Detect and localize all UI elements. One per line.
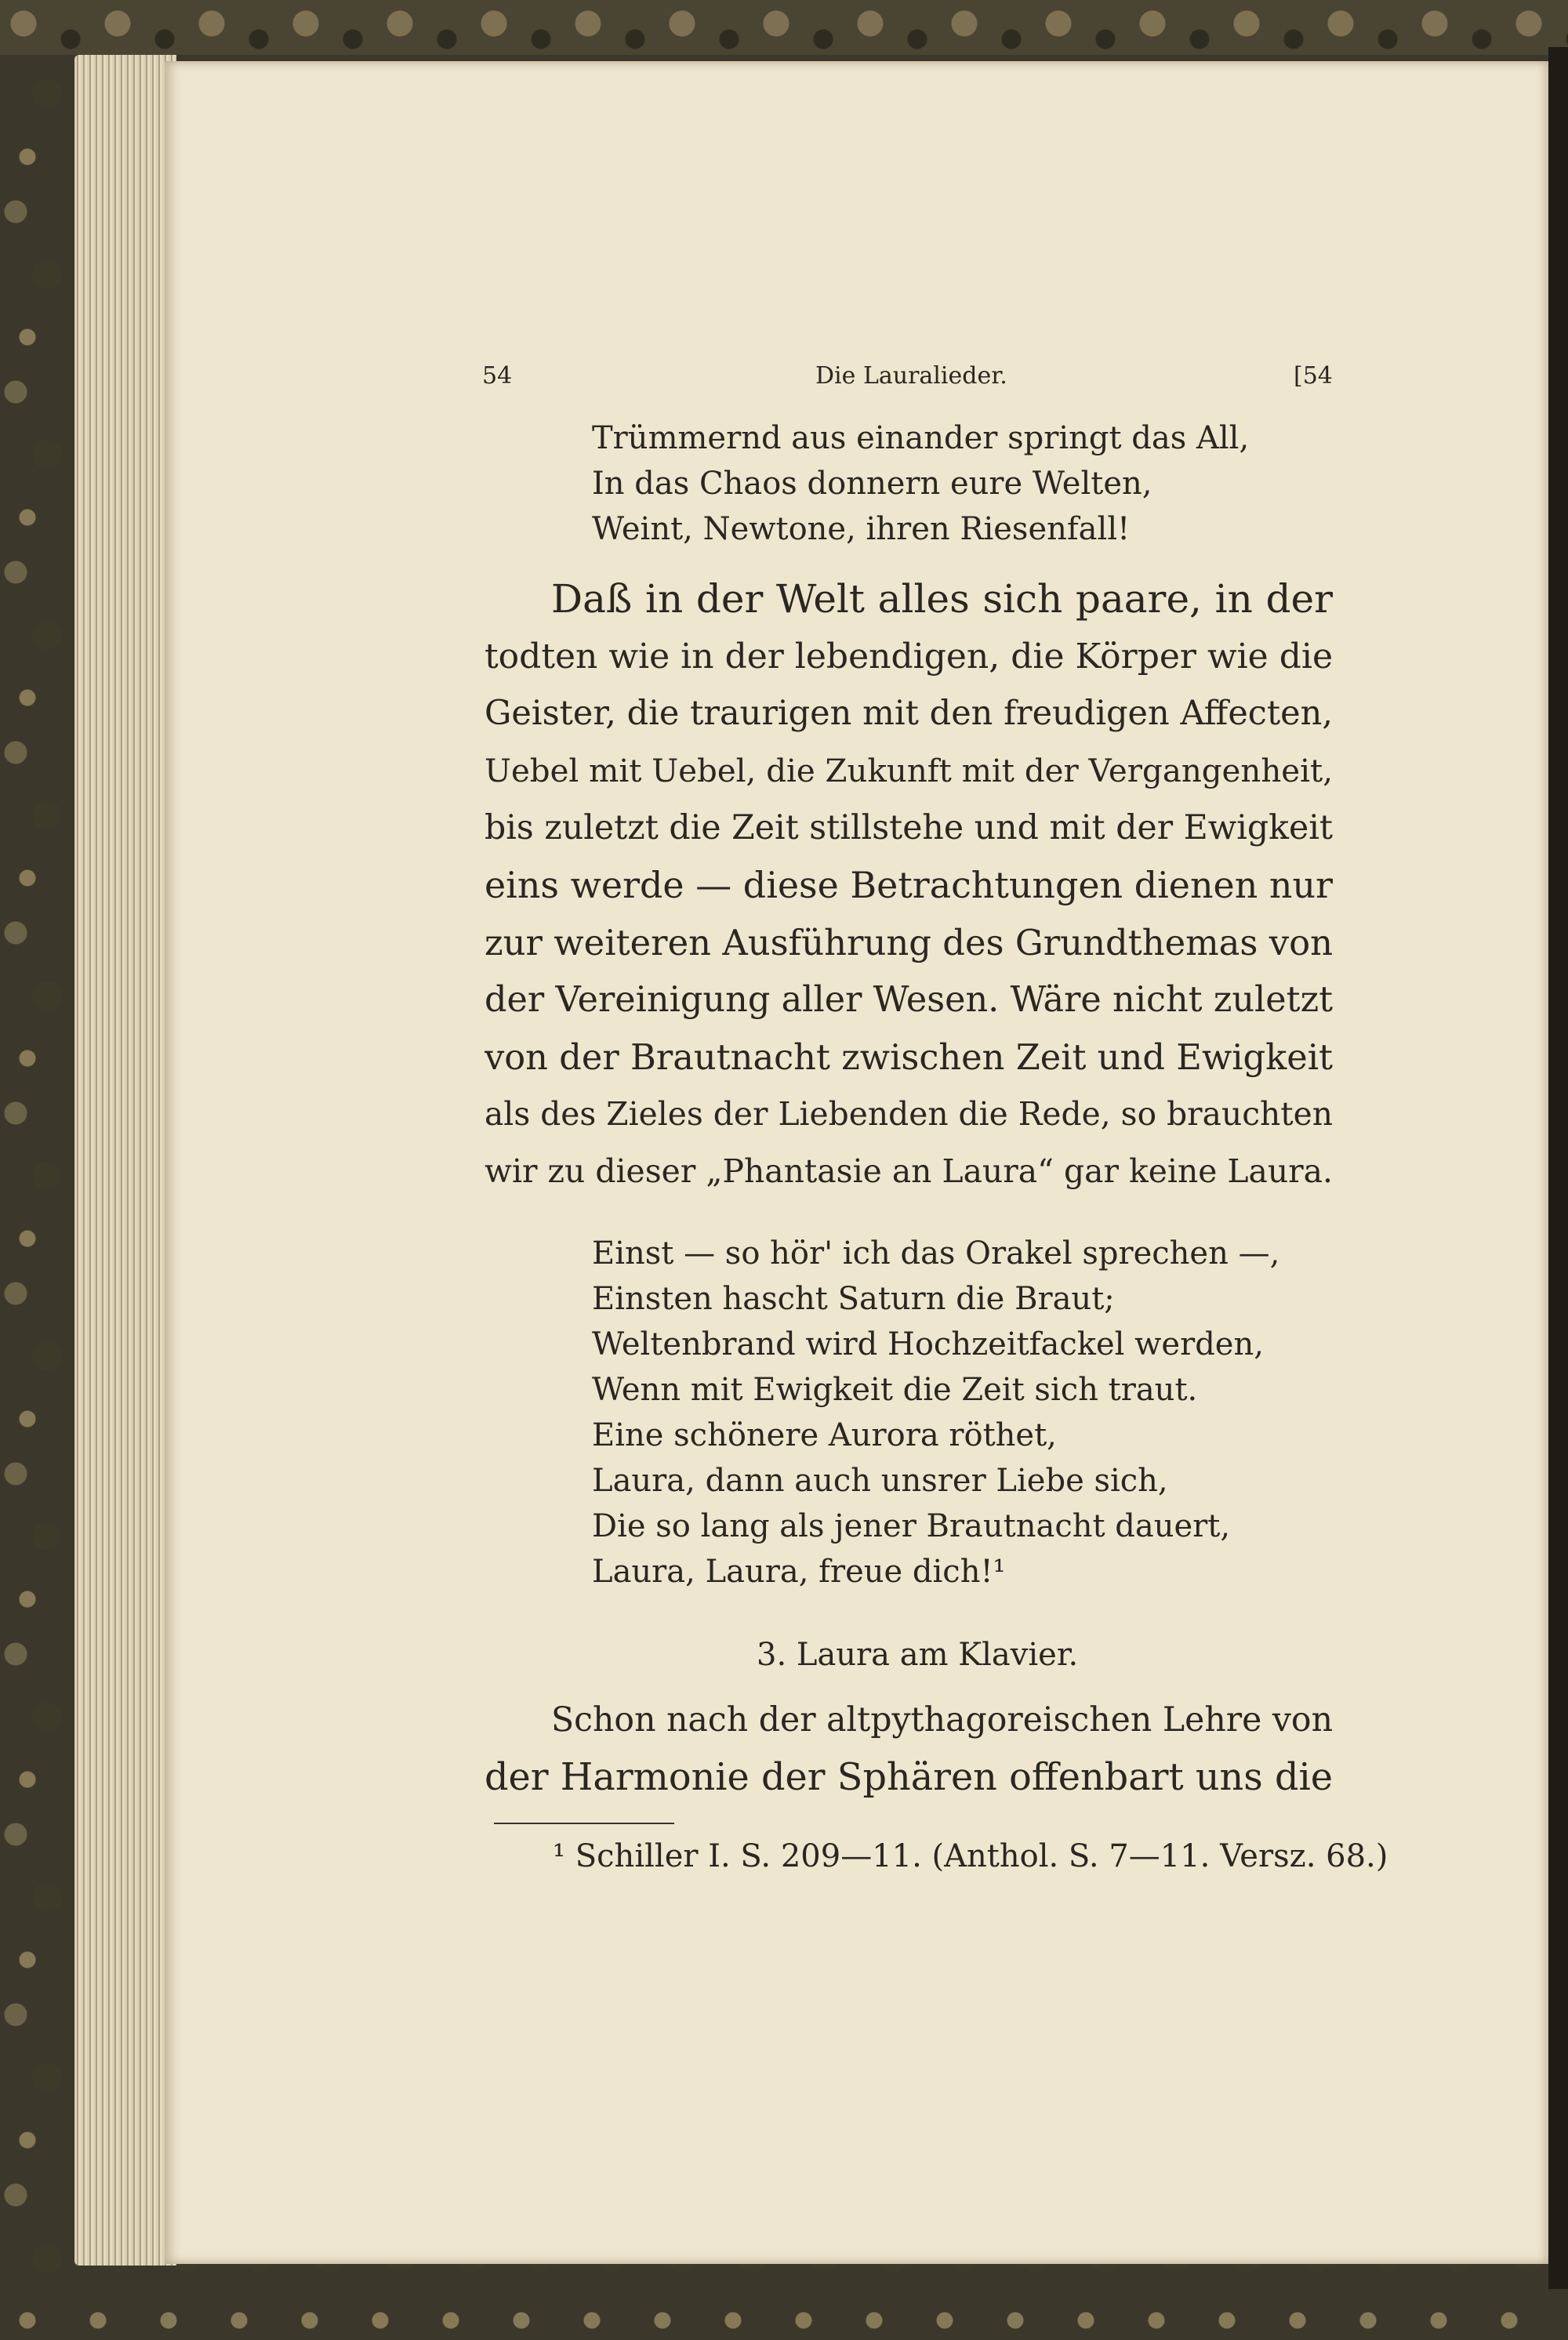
verse-line: Eine schönere Aurora röthet,	[592, 1417, 1057, 1453]
verse-line: Weltenbrand wird Hochzeitfackel werden,	[592, 1326, 1264, 1362]
verse-line: Einsten hascht Saturn die Braut;	[592, 1281, 1115, 1317]
prose-line: bis zuletzt die Zeit stillstehe und mit der Ewigkeit	[485, 808, 1333, 847]
book-cover-top-edge	[0, 0, 1568, 55]
prose-line: Daß in der Welt alles sich paare, in der	[551, 576, 1333, 622]
prose-line: als des Zieles der Liebenden die Rede, so brauchten	[485, 1095, 1333, 1133]
footnote-divider	[494, 1823, 674, 1824]
prose-line: Schon nach der altpythagoreischen Lehre von	[551, 1700, 1333, 1740]
prose-paragraph-2	[485, 1692, 1333, 1806]
prose-line: Uebel mit Uebel, die Zukunft mit der Vergangenheit,	[485, 753, 1333, 789]
verse-line: Weint, Newtone, ihren Riesenfall!	[592, 511, 1131, 547]
page-number-left: 54	[482, 362, 513, 390]
verse-line: Einst — so hör' ich das Orakel sprechen —,	[592, 1235, 1280, 1272]
verse-line: Wenn mit Ewigkeit die Zeit sich traut.	[592, 1372, 1198, 1408]
verse-line: Laura, Laura, freue dich!¹	[592, 1554, 1006, 1590]
page-edges	[74, 55, 176, 2266]
page-number-right: [54	[1294, 362, 1333, 390]
prose-paragraph-1	[485, 571, 1333, 1200]
prose-line: Geister, die traurigen mit den freudigen Affecten,	[485, 694, 1333, 733]
prose-line: der Harmonie der Sphären offenbart uns die	[485, 1756, 1333, 1799]
verse-line: In das Chaos donnern eure Welten,	[592, 466, 1152, 502]
running-title: Die Lauralieder.	[815, 362, 1007, 390]
prose-line: der Vereinigung aller Wesen. Wäre nicht zuletzt	[485, 979, 1333, 1020]
verse-block-1	[592, 415, 1249, 552]
section-heading: 3. Laura am Klavier.	[757, 1637, 1079, 1673]
prose-line: eins werde — diese Betrachtungen dienen nur	[485, 864, 1333, 906]
prose-line: todten wie in der lebendigen, die Körper wie die	[485, 637, 1333, 677]
verse-line: Laura, dann auch unsrer Liebe sich,	[592, 1463, 1168, 1499]
footnote: ¹ Schiller I. S. 209—11. (Anthol. S. 7—11. Versz. 68.)	[553, 1838, 1388, 1874]
verse-block-2	[592, 1231, 1279, 1594]
prose-line: zur weiteren Ausführung des Grundthemas von	[485, 922, 1333, 963]
prose-line: von der Brautnacht zwischen Zeit und Ewigkeit	[485, 1036, 1333, 1078]
prose-line: wir zu dieser „Phantasie an Laura“ gar keine Laura.	[485, 1152, 1333, 1190]
verse-line: Die so lang als jener Brautnacht dauert,	[592, 1508, 1231, 1544]
book-spine-shadow	[1548, 47, 1568, 2289]
verse-line: Trümmernd aus einander springt das All,	[592, 420, 1250, 456]
